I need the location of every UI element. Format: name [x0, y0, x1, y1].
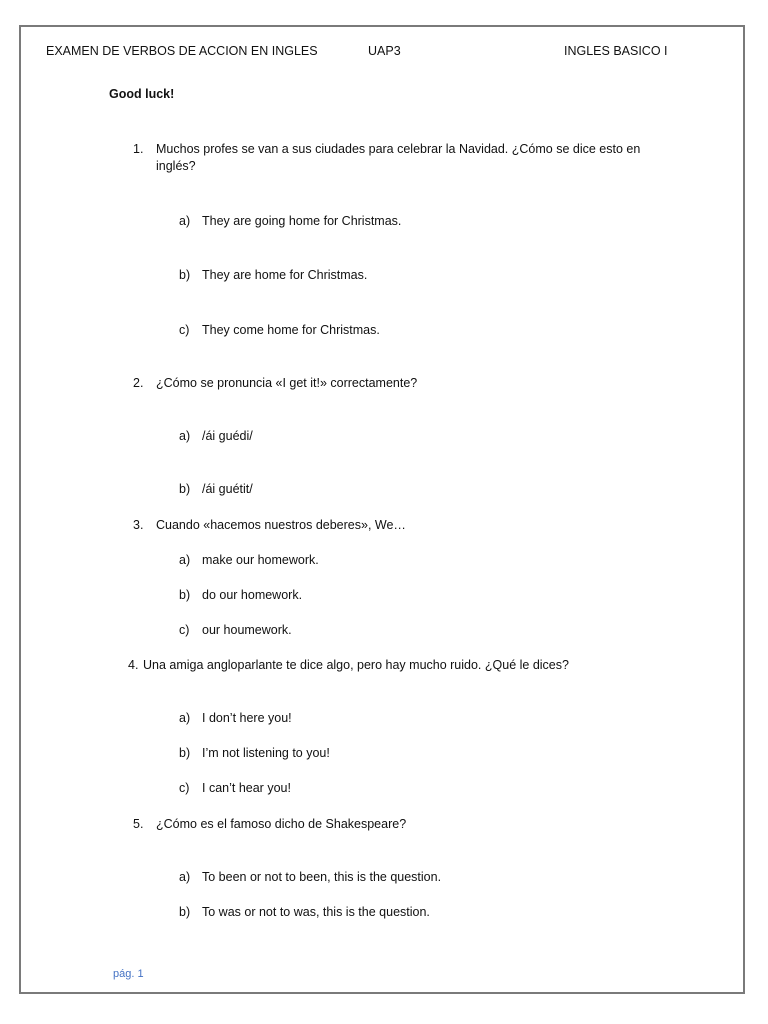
q5-option-b-letter: b)	[179, 905, 191, 919]
q5-option-a-text: To been or not to been, this is the question.	[202, 870, 442, 884]
q4-option-a-letter: a)	[179, 711, 191, 725]
q2-option-b-letter: b)	[179, 482, 191, 496]
question-5-number: 5.	[133, 817, 144, 831]
header-exam-title: EXAMEN DE VERBOS DE ACCION EN INGLES	[46, 44, 318, 58]
greeting: Good luck!	[109, 87, 175, 101]
q4-option-c-letter: c)	[179, 781, 190, 795]
q5-option-b-text: To was or not to was, this is the question.	[202, 905, 430, 919]
q3-option-a-letter: a)	[179, 553, 191, 567]
page-number: pág. 1	[113, 968, 144, 980]
q2-option-b-text: /ái guétit/	[202, 482, 253, 496]
q4-option-a-text: I don’t here you!	[202, 711, 292, 725]
q3-option-c-letter: c)	[179, 623, 190, 637]
q1-option-a-letter: a)	[179, 214, 191, 228]
q3-option-a-text: make our homework.	[202, 553, 319, 567]
q4-option-b-text: I’m not listening to you!	[202, 746, 330, 760]
q2-option-a-text: /ái guédi/	[202, 429, 253, 443]
header-unit: UAP3	[368, 44, 401, 58]
q1-option-c-letter: c)	[179, 323, 190, 337]
question-2-number: 2.	[133, 376, 144, 390]
question-2-text: ¿Cómo se pronuncia «I get it!» correctamente?	[156, 376, 418, 390]
question-3-text: Cuando «hacemos nuestros deberes», We…	[156, 518, 406, 532]
question-4-text: Una amiga angloparlante te dice algo, pero hay mucho ruido. ¿Qué le dices?	[143, 658, 569, 672]
q1-option-b-letter: b)	[179, 268, 191, 282]
header-course: INGLES BASICO I	[564, 44, 668, 58]
q3-option-b-text: do our homework.	[202, 588, 303, 602]
q2-option-a-letter: a)	[179, 429, 191, 443]
question-3-number: 3.	[133, 518, 144, 532]
q1-option-b-text: They are home for Christmas.	[202, 268, 368, 282]
q4-option-c-text: I can’t hear you!	[202, 781, 291, 795]
q3-option-b-letter: b)	[179, 588, 191, 602]
q1-option-a-text: They are going home for Christmas.	[202, 214, 402, 228]
q5-option-a-letter: a)	[179, 870, 191, 884]
q1-option-c-text: They come home for Christmas.	[202, 323, 380, 337]
q4-option-b-letter: b)	[179, 746, 191, 760]
question-1-number: 1.	[133, 142, 144, 156]
question-1-text: Muchos profes se van a sus ciudades para celebrar la Navidad. ¿Cómo se dice esto en inglés?	[156, 142, 641, 173]
q3-option-c-text: our houmework.	[202, 623, 292, 637]
question-4-number: 4.	[128, 658, 139, 672]
question-5-text: ¿Cómo es el famoso dicho de Shakespeare?	[156, 817, 407, 831]
